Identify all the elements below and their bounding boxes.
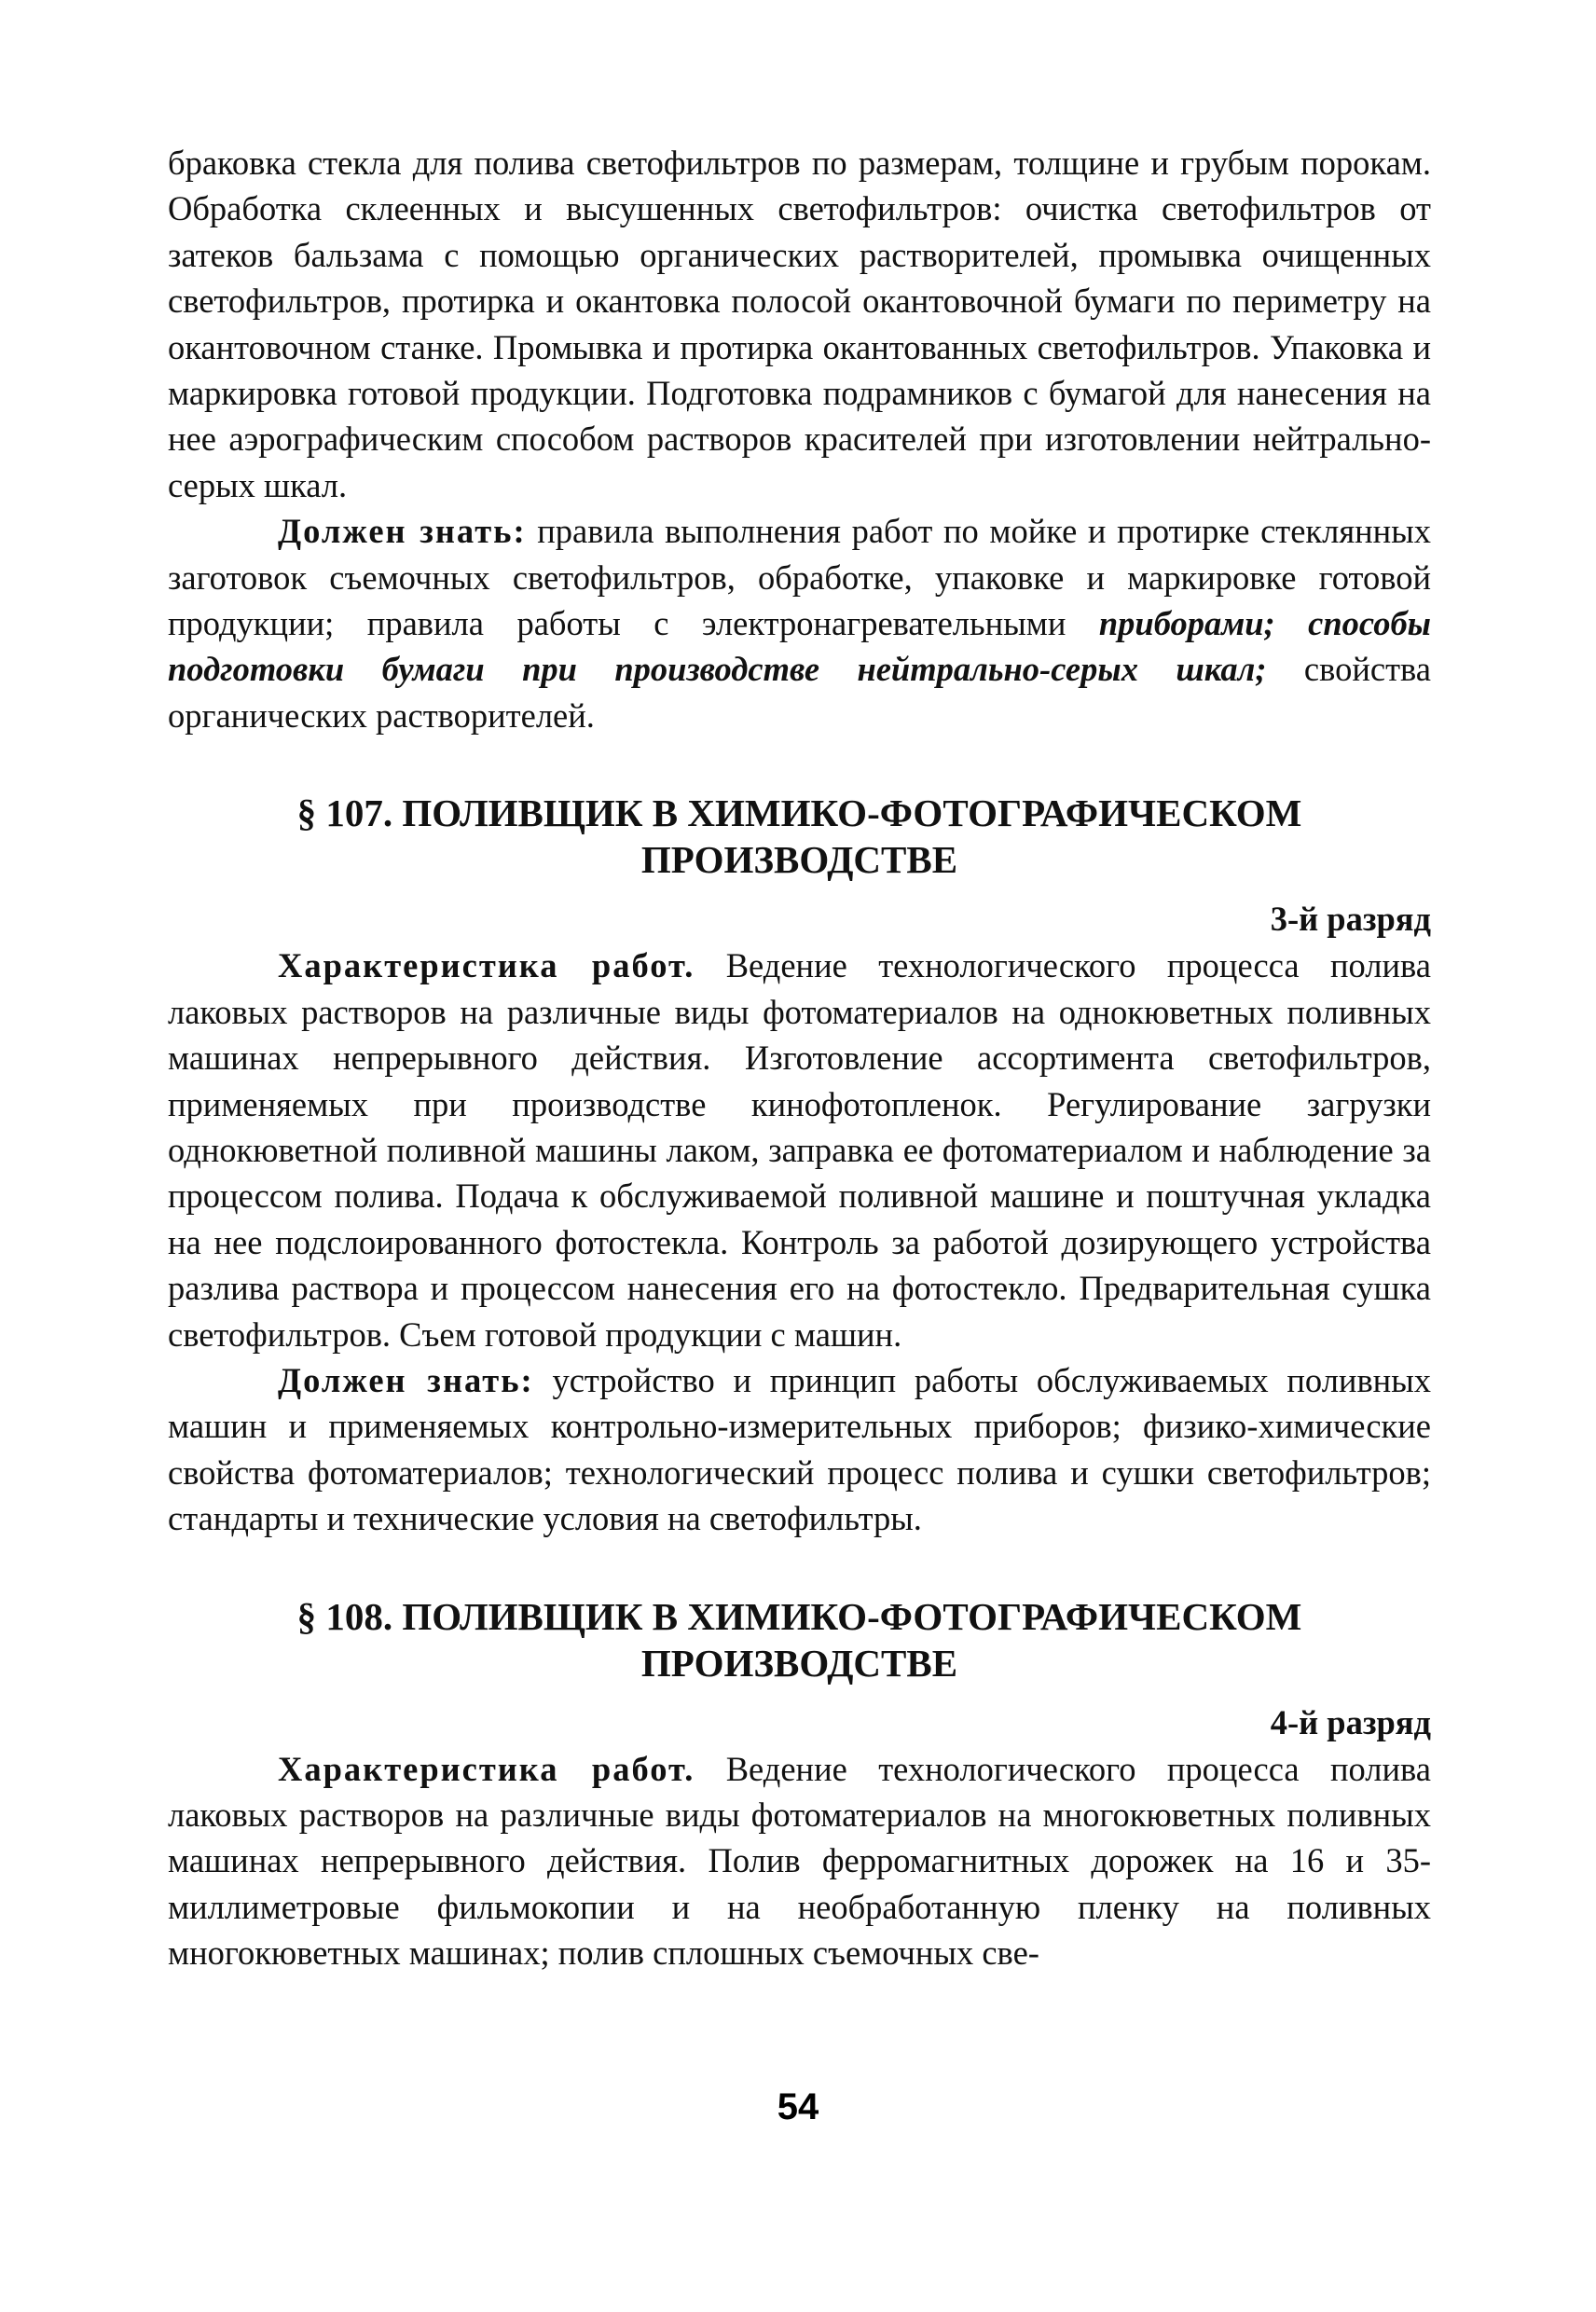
section-107-characteristics bbox=[168, 943, 1431, 1357]
must-know-label: Должен знать: bbox=[278, 1360, 534, 1399]
section-108-heading bbox=[168, 1593, 1431, 1686]
characteristics-text: Ведение технологического процесса полива лаковых растворов на различные виды фотоматериалов на многокюветных поливных машинах непрерывного действия. Полив ферромагнитных дорожек на 16 и 35- миллиметровые фильмокопии и на необработанную пленку на поливных многокюветных машинах; полив сплошных съемочных све- bbox=[168, 1749, 1431, 1973]
must-know-text: правила выполнения работ по мойке и протирке стеклянных заготовок съемочных светофильтров, обработке, упаковке и маркировке готовой продукции; правила работы с электронагревательными bbox=[168, 512, 1431, 643]
section-107-title-line2: ПРОИЗВОДСТВЕ bbox=[640, 838, 958, 882]
intro-paragraph: браковка стекла для полива светофильтров по размерам, толщине и грубым порокам. Обработка склеенных и высушенных светофильтров: очистка светофильтров от затеков бальзама с помощью органических растворителей, промывка очищенных светофильтров, протирка и окантовка полосой окантовочной бумаги по периметру на окантовочном станке. Промывка и протирка окантованных светофильтров. Упаковка и маркировка готовой продукции. Подготовка подрамников с бумагой для нанесения на нее аэрографическим способом растворов красителей при изготовлении нейтрально-серых шкал. bbox=[168, 144, 1431, 504]
section-107-must-know bbox=[168, 1357, 1431, 1542]
must-know-tail: свойства органических растворителей. bbox=[168, 650, 1431, 735]
must-know-text: устройство и принцип работы обслуживаемых поливных машин и применяемых контрольно-измерительных приборов; физико-химические свойства фотоматериалов; технологический процесс полива и сушки светофильтров; стандарты и технические условия на светофильтры. bbox=[168, 1360, 1431, 1538]
section-107-title-line1: § 107. ПОЛИВЩИК В ХИМИКО-ФОТОГРАФИЧЕСКОМ bbox=[296, 791, 1302, 835]
must-know-label: Должен знать: bbox=[278, 512, 527, 551]
characteristics-label: Характеристика работ. bbox=[278, 1749, 695, 1788]
section-108-title-line2: ПРОИЗВОДСТВЕ bbox=[640, 1641, 958, 1685]
section-108-characteristics bbox=[168, 1746, 1431, 1976]
section-107-rank: 3-й разряд bbox=[1270, 900, 1431, 939]
section-107-heading bbox=[168, 790, 1431, 883]
must-know-italic: приборами; способы подготовки бумаги при производстве нейтрально-серых шкал; bbox=[168, 604, 1432, 689]
section-108-title-line1: § 108. ПОЛИВЩИК В ХИМИКО-ФОТОГРАФИЧЕСКОМ bbox=[296, 1594, 1302, 1638]
must-know-paragraph-1 bbox=[168, 508, 1431, 738]
document-page bbox=[168, 140, 1431, 1976]
characteristics-text: Ведение технологического процесса полива лаковых растворов на различные виды фотоматериалов на однокюветных поливных машинах непрерывного действия. Изготовление ассортимента светофильтров, применяемых при производстве кинофотопленок. Регулирование загрузки однокюветной поливной машины лаком, заправка ее фотоматериалом и наблюдение за процессом полива. Подача к обслуживаемой поливной машине и поштучная укладка на нее подслоированного фотостекла. Контроль за работой дозирующего устройства разлива раствора и процессом нанесения его на фотостекло. Предварительная сушка светофильтров. Съем готовой продукции с машин. bbox=[168, 946, 1431, 1354]
characteristics-label: Характеристика работ. bbox=[278, 946, 695, 985]
page-number: 54 bbox=[777, 2086, 819, 2127]
section-108-rank: 4-й разряд bbox=[1270, 1702, 1431, 1741]
